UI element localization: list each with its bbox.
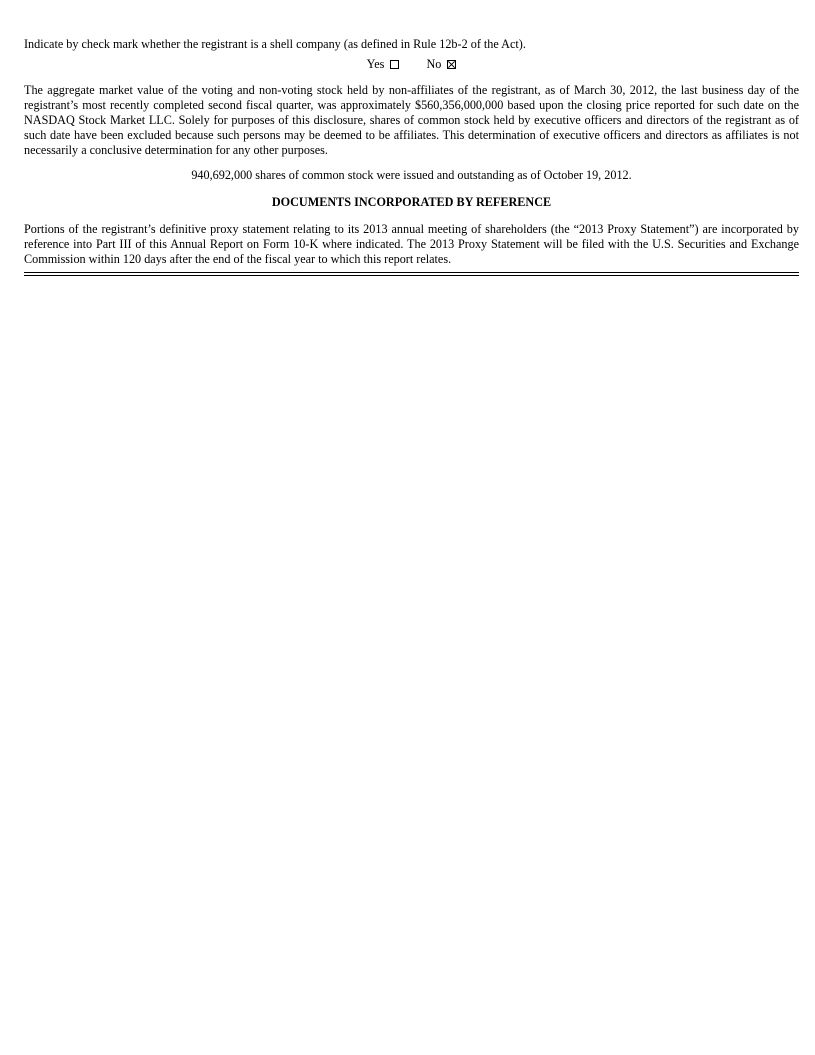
- documents-paragraph: Portions of the registrant’s definitive proxy statement relating to its 2013 annual meeting of shareholders (the “2013 Proxy Statement”) are incorporated by reference into Part III of this Annual Report on Form 10-K where indicated. The 2013 Proxy Statement will be filed with the U.S. Securities and Exchange Commission within 120 days after the end of the fiscal year to which this report relates.: [24, 222, 799, 266]
- yes-option: [367, 57, 400, 72]
- yes-checkbox-icon: [390, 60, 399, 69]
- market-value-paragraph: The aggregate market value of the voting and non-voting stock held by non-affiliates of the registrant, as of March 30, 2012, the last business day of the registrant’s most recently completed second fiscal quarter, was approximately $560,356,000,000 based upon the closing price reported for such date on the NASDAQ Stock Market LLC. Solely for purposes of this disclosure, shares of common stock held by executive officers and directors of the registrant as of such date have been excluded because such persons may be deemed to be affiliates. This determination of executive officers and directors as affiliates is not necessarily a conclusive determination for any other purposes.: [24, 83, 799, 157]
- no-checkbox-checked-icon: [447, 60, 456, 69]
- shares-outstanding: 940,692,000 shares of common stock were issued and outstanding as of October 19, 2012.: [191, 168, 632, 182]
- documents-heading: DOCUMENTS INCORPORATED BY REFERENCE: [271, 195, 552, 209]
- no-label: No: [426, 57, 442, 71]
- yes-label: Yes: [366, 57, 385, 71]
- double-rule-divider: [24, 272, 799, 276]
- shell-company-question: Indicate by check mark whether the registrant is a shell company (as defined in Rule 12b-2 of the Act).: [24, 37, 526, 51]
- no-option: [426, 57, 456, 72]
- shell-company-checkboxes: [24, 57, 799, 72]
- document-page: [24, 37, 799, 276]
